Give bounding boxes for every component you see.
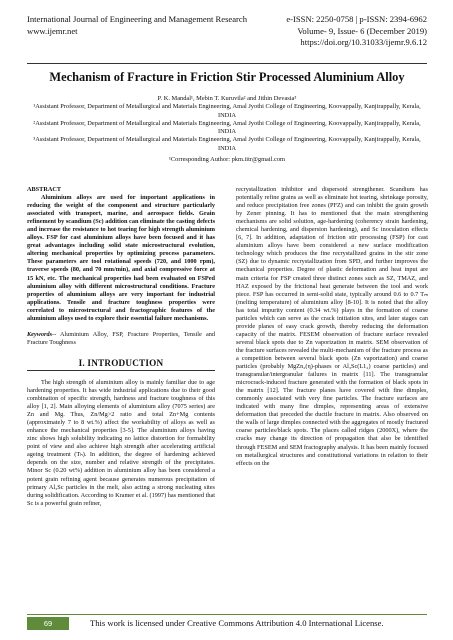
footer-divider (27, 614, 427, 615)
issn: e-ISSN: 2250-0758 | p-ISSN: 2394-6962 (286, 14, 427, 24)
affiliation-3: ³Assistant Professor, Department of Metallurgical and Materials Engineering, Amal Jyothi College of Engineering, Koovappally, Kanjirappally, Kerala, INDIA (33, 136, 421, 152)
intro-text: The high strength of aluminium alloy is mainly familiar due to age hardening properties. It has wide industrial applications due to their good combination of specific strength, hardness and fracture toughness of this alloy [1, 2]. Main alloying elements of aluminium alloy (7075 series) are Zn and Mg. Thus, Zn/Mg>2 ratio and total Zn+Mg contents (approximately 7 to 8 wt.%) affect the workability of alloys as well as enhance the mechanical properties [3-5]. The aluminium alloys having zinc shows high solubility indicating no lattice distortion for formability point of view and also achieve high strength after accelerating artificial ageing treatment (Tₕ). In addition, the degree of hardening achieved depends on the size, number and relative strength of the precipitates. Minor Sc (0.20 wt%) addition in aluminium alloy has been considered a potent grain refining agent because generates numerous precipitation of primary Al₃Sc particles in the melt, also acting a strong nucleating sites during solidification. According to Kramer et al. (1997) has mentioned that Sc is a powerful grain refiner, (27, 378, 215, 507)
abstract-heading: ABSTRACT (27, 186, 62, 193)
authors-block (27, 95, 427, 164)
volume-issue: Volume- 9, Issue- 6 (December 2019) (297, 25, 427, 36)
authors-line: P. K. Mandal¹, Mebin T. Kuruvila² and Jithin Devasia³ (157, 95, 297, 102)
keywords-label: Keywords (27, 330, 52, 338)
affiliation-1: ¹Assistant Professor, Department of Metallurgical and Materials Engineering, Amal Jyothi College of Engineering, Koovappally, Kanjirappally, Kerala, INDIA (33, 103, 421, 119)
section-heading-introduction: I. INTRODUCTION (78, 357, 164, 368)
header-divider (27, 63, 427, 64)
abstract-text: Aluminium alloys are used for important applications in reducing the weight of the component and structure particularly associated with transport, marine, and aerospace fields. Grain refinement by scandium (Sc) addition can eliminate the casting defects and increase the resistance to hot tearing for high strength aluminium alloys. FSP for cast aluminium alloys have been focused and it has great advantages including solid state microstructural evolution, altering mechanical properties by optimizing process parameters. These parameters are tool rotational speeds (720, and 1000 rpm), traverse speeds (80, and 70 mm/min), and axial compressive force at 15 kN, etc. The mechanical properties had been evaluated on FSPed aluminium alloy with different microstructural conditions. Fracture properties of aluminium alloys are very important for industrial applications. Tensile and fracture toughness properties were correlated to microstructural and fractographic features of the aluminium alloys used to explore their essential failure mechanisms. (27, 194, 215, 322)
intro-text-continued: recrystallization inhibitor and dispersoid strengthener. Scandium has potentially refine grains as well as eliminate hot tearing, shrinkage porosity, and reduce precipitation free zones (PFZ) and can inhibit the grain growth by Zener pinning. It has to mentioned that the main strengthening mechanisms are solid solution, age-hardening (coherency strain hardening, chemical hardening, and dispersion hardening), and Sc inoculation effects [6, 7]. In addition, adaptation of friction stir processing (FSP) for cast aluminium alloys have been considered a new surface modification technology which produces the fine recrystallized grains in the stir zone (SZ) due to dynamic recrystallization from SPD, and further improves the mechanical properties. Degree of plastic deformation and heat input are main criteria for FSP created three distinct zones such as SZ, TMAZ, and HAZ exposed by the frictional heat generate between the tool and work piece. FSP has occurred in semi-solid state, typically around 0.6 to 0.7 Tₘ (melting temperature) of aluminium alloy [8-10]. It is noted that the alloy has total impurity content (0.34 wt.%) plays in the formation of coarse particles which can serve as the crack initiation sites, and later stages can provide planes of easy crack growth, thereby reducing the deformation capacity of the matrix. FESEM observation of fracture surface revealed several black spots due to Zn vaporization in matrix. SEM observation of the fracture surfaces revealed the multi-mechanism of the fracture process as a competition between several black spots (Zn vaporization) and coarse particles (probably MgZn₂(η)-phases or Al₃Sc(L1₂) coarse particles) and transgranular/intergranular failures in matrix [11]. The transgranular microcrack-induced fracture generated with the formation of black spots in the matrix [12]. The fracture planes have covered with fine dimples, commonly associated with very fine particles. The fracture surfaces are indicated with many fine dimples, representing areas of extensive deformation that preceded the ductile fracture in matrix. Also observed on the walls of large dimples connected with the aggregates of mostly fractured coarse particles/black spots. The places called ridges (2000X), where the cracks may change its direction of propagation that also be identified through FESEM and SEM fractography analysis. It has been mainly focused on metallurgical structures and constitutional variations in relation to their effects on the (236, 186, 428, 467)
doi-link[interactable]: https://doi.org/10.31033/ijemr.9.6.12 (300, 37, 427, 47)
page-number-badge: 69 (27, 617, 69, 630)
journal-website: www.ijemr.net (27, 25, 78, 36)
keywords (27, 331, 215, 347)
affiliation-2: ²Assistant Professor, Department of Metallurgical and Materials Engineering, Amal Jyothi College of Engineering, Koovappally, Kanjirappally, Kerala, INDIA (33, 119, 421, 136)
section-divider (27, 370, 215, 371)
journal-header-right (286, 14, 427, 49)
paper-title: Mechanism of Fracture in Friction Stir Processed Aluminium Alloy (49, 70, 405, 84)
license-text[interactable]: This work is licensed under Creative Commons Attribution 4.0 International License. (90, 618, 384, 628)
left-column (27, 186, 215, 508)
journal-name: International Journal of Engineering and Management Research (27, 14, 248, 24)
corresponding-author: ¹Corresponding Author: pkm.iitr@gmail.com (168, 156, 286, 164)
right-column (236, 186, 428, 468)
journal-header-left (27, 14, 247, 37)
keywords-list: -- Aluminium Alloy, FSP, Fracture Properties, Tensile and Fracture Toughness (27, 330, 215, 346)
